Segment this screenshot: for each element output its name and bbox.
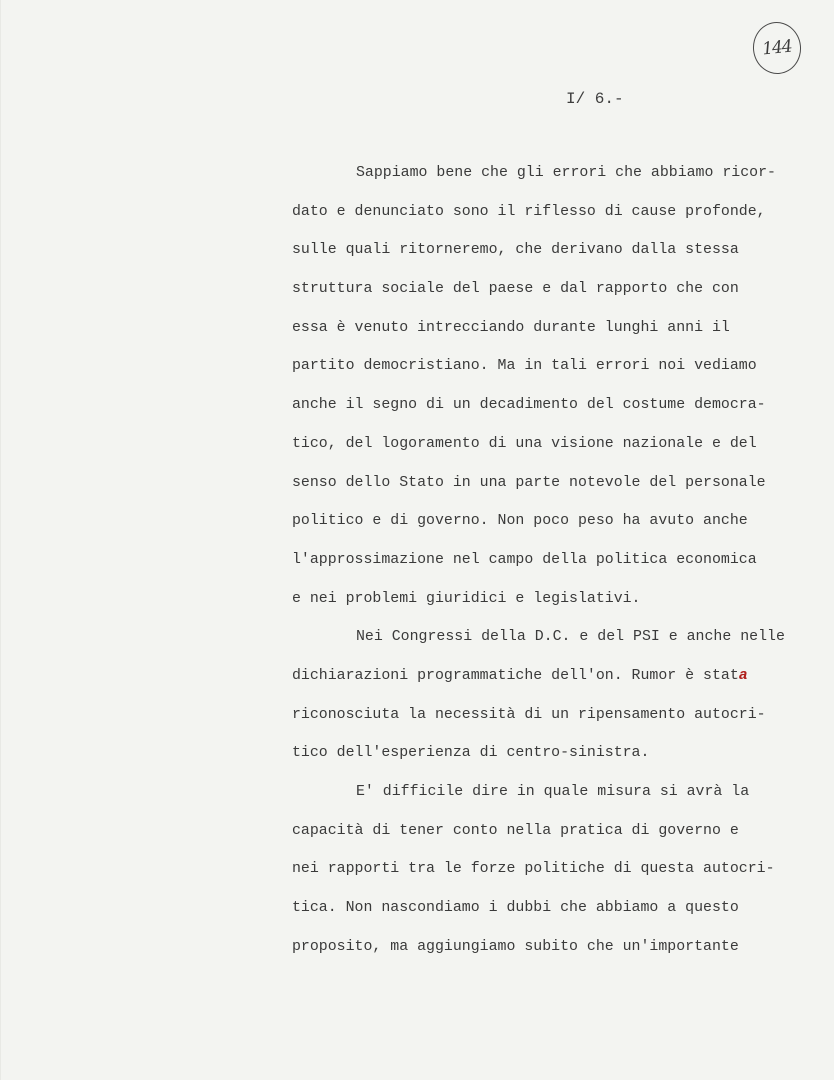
- page-number: I/ 6.-: [566, 90, 624, 108]
- body-text: [292, 160, 827, 972]
- text-line: sulle quali ritorneremo, che derivano dalla stessa: [292, 242, 739, 259]
- text-line: Sappiamo bene che gli errori che abbiamo ricor-: [356, 165, 776, 181]
- text-line: l'approssimazione nel campo della politica economica: [292, 551, 757, 568]
- text-line: struttura sociale del paese e dal rapporto che con: [292, 281, 739, 298]
- text-line: Nei Congressi della D.C. e del PSI e anche nelle: [356, 629, 785, 646]
- text-line: nei rapporti tra le forze politiche di questa autocri-: [292, 861, 775, 878]
- text-line: tica. Non nascondiamo i dubbi che abbiamo a questo: [292, 900, 739, 917]
- text-line: e nei problemi giuridici e legislativi.: [292, 590, 641, 607]
- page-stamp-number: 144: [761, 36, 793, 60]
- text-line: senso dello Stato in una parte notevole del personale: [292, 474, 766, 491]
- text-line: partito democristiano. Ma in tali errori noi vediamo: [292, 358, 757, 375]
- text-line: riconosciuta la necessità di un ripensamento autocri-: [292, 706, 766, 723]
- text-line-with-correction: [292, 663, 827, 702]
- text-line: tico, del logoramento di una visione nazionale e del: [292, 435, 757, 452]
- text-line: proposito, ma aggiungiamo subito che un'importante: [292, 938, 739, 955]
- text-line: politico e di governo. Non poco peso ha avuto anche: [292, 513, 748, 530]
- text-line: dato e denunciato sono il riflesso di cause profonde,: [292, 203, 766, 220]
- text-line: E' difficile dire in quale misura si avrà la: [356, 784, 750, 800]
- text-line: tico dell'esperienza di centro-sinistra.: [292, 745, 650, 762]
- text-line-content: dichiarazioni programmatiche dell'on. Rumor è stat: [292, 667, 739, 684]
- text-line: essa è venuto intrecciando durante lunghi anni il: [292, 319, 730, 336]
- text-line: anche il segno di un decadimento del costume democra-: [292, 397, 766, 414]
- handwritten-correction: a: [738, 667, 748, 684]
- page-stamp: [750, 20, 803, 77]
- text-line: capacità di tener conto nella pratica di governo e: [292, 822, 739, 839]
